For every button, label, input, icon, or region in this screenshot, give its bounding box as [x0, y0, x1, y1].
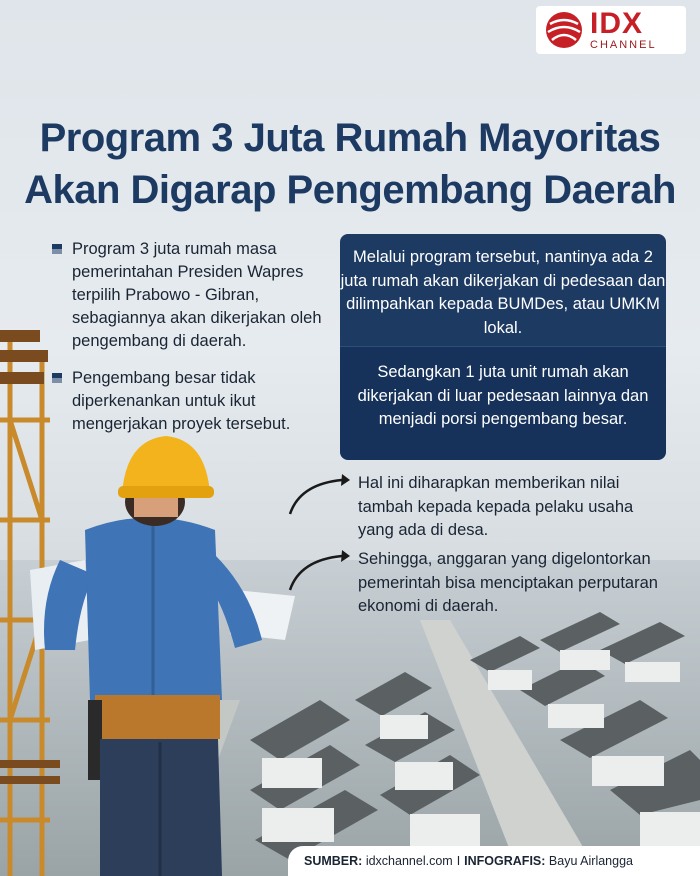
square-bullet-icon: [52, 244, 62, 254]
source-footer: [288, 846, 700, 876]
note-added-value: Hal ini diharapkan memberikan nilai tambah kepada kepada pelaku usaha yang ada di desa.: [358, 474, 634, 539]
bullet-item: [52, 238, 322, 353]
source-value: idxchannel.com: [365, 854, 453, 868]
footer-separator: I: [456, 854, 461, 868]
info-box-rural: Melalui program tersebut, nantinya ada 2 juta rumah akan dikerjakan di pedesaan dan dilimpahkan kepada BUMDes, atau UMKM lokal.: [340, 234, 666, 346]
square-bullet-icon: [52, 373, 62, 383]
globe-logo-icon: [544, 10, 584, 50]
bullet-text: Pengembang besar tidak diperkenankan untuk ikut mengerjakan proyek tersebut.: [72, 369, 291, 433]
title-line-2: Akan Digarap Pengembang Daerah: [24, 168, 676, 212]
bullet-item: [52, 367, 322, 436]
page-title: [0, 112, 700, 216]
title-line-1: Program 3 Juta Rumah Mayoritas: [39, 116, 661, 160]
note-economy: Sehingga, anggaran yang digelontorkan pemerintah bisa menciptakan perputaran ekonomi di daerah.: [358, 550, 658, 615]
bullet-text: Program 3 juta rumah masa pemerintahan Presiden Wapres terpilih Prabowo - Gibran, sebagiannya akan dikerjakan oleh pengembang di daerah.: [72, 240, 322, 350]
bullet-list: [52, 238, 322, 450]
info-box-urban: Sedangkan 1 juta unit rumah akan dikerjakan di luar pedesaan lainnya dan menjadi porsi pengembang besar.: [340, 346, 666, 460]
infographic-author: Bayu Airlangga: [548, 854, 633, 868]
idx-channel-logo: [536, 6, 686, 54]
source-label: SUMBER:: [304, 854, 363, 868]
logo-brand-name: IDX: [590, 7, 644, 40]
logo-brand-sub: CHANNEL: [590, 39, 657, 51]
curved-arrow-icon: [284, 472, 352, 520]
infographic-label: INFOGRAFIS:: [464, 854, 546, 868]
curved-arrow-icon: [284, 548, 352, 596]
